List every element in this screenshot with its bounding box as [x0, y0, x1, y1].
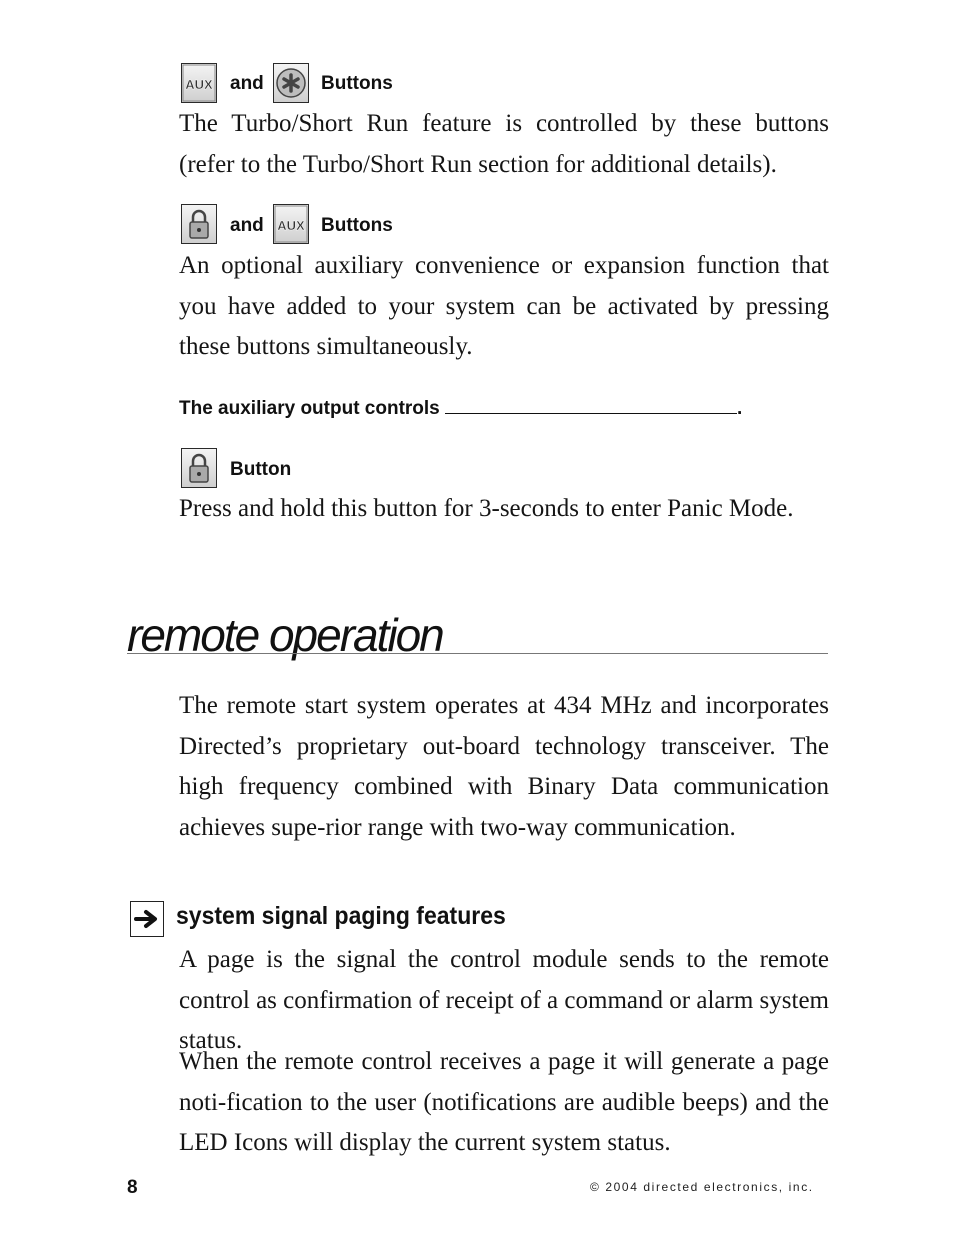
- aux-output-note: [179, 398, 742, 420]
- aux-icon: [181, 63, 217, 103]
- page-number: 8: [127, 1177, 138, 1198]
- heading-suffix: Buttons: [321, 73, 393, 94]
- heading-suffix: Button: [230, 459, 292, 480]
- fill-in-blank: [445, 399, 737, 414]
- copyright: © 2004 directed electronics, inc.: [590, 1180, 814, 1194]
- turbo-paragraph: The Turbo/Short Run feature is controlled by these buttons (refer to the Turbo/Short Run section for additional details).: [179, 110, 829, 178]
- aux-output-note-end: .: [737, 398, 743, 419]
- remote-operation-paragraph: The remote start system operates at 434 MHz and incorporates Directed’s proprietary out-board technology transceiver. The high frequency combined with Binary Data communication achieves supe-rior range with two-way communication.: [179, 692, 829, 841]
- section-title: remote operation: [127, 609, 443, 661]
- lock-icon: [181, 448, 217, 488]
- asterisk-icon: [273, 63, 309, 103]
- heading-conj: and: [230, 73, 264, 94]
- arrow-right-icon: [130, 901, 164, 937]
- aux-icon-label: AUX: [277, 218, 305, 233]
- subsection-title: system signal paging features: [176, 902, 506, 930]
- heading-suffix: Buttons: [321, 215, 393, 236]
- paging-paragraph-2: When the remote control receives a page it will generate a page noti-fication to the user (notifications are audible beeps) and the LED Icons will display the current system status.: [179, 1048, 829, 1156]
- section-rule: [127, 653, 828, 654]
- panic-paragraph: Press and hold this button for 3-seconds to enter Panic Mode.: [179, 495, 794, 522]
- heading-conj: and: [230, 215, 264, 236]
- paging-paragraph-1: A page is the signal the control module sends to the remote control as confirmation of receipt of a command or alarm system status.: [179, 946, 829, 1054]
- lock-icon: [181, 204, 217, 244]
- aux-icon-label: AUX: [185, 77, 213, 92]
- aux-output-note-text: The auxiliary output controls: [179, 398, 440, 419]
- auxiliary-paragraph: An optional auxiliary convenience or expansion function that you have added to your system can be activated by pressing these buttons simultaneously.: [179, 252, 829, 360]
- aux-icon: [273, 204, 309, 244]
